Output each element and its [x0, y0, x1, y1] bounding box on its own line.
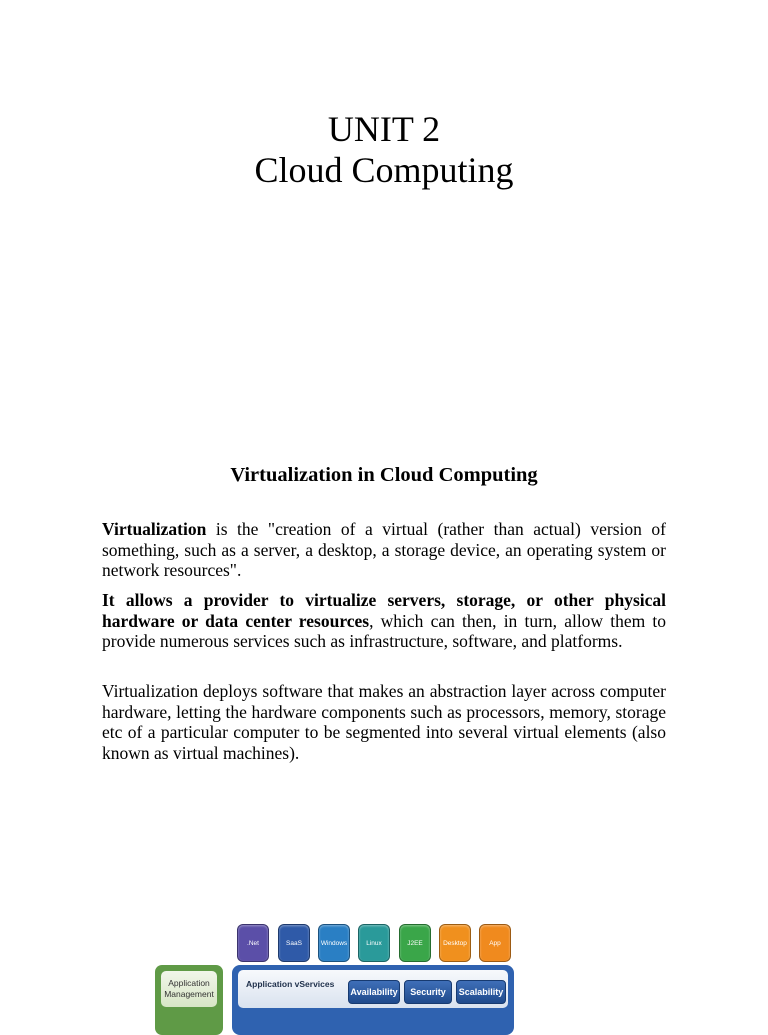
section-heading: Virtualization in Cloud Computing: [230, 464, 538, 486]
paragraph-2-text: , which can then, in turn, allow them to provide numerous services such as infrastructure, software, and platforms.: [102, 610, 666, 652]
paragraph-1: [102, 519, 666, 581]
chip-desktop: Desktop: [439, 924, 471, 962]
chip-app: App: [479, 924, 511, 962]
chip-windows: Windows: [318, 924, 350, 962]
application-management-box: [155, 965, 223, 1035]
paragraph-2: [102, 590, 666, 652]
chip-dotnet: .Net: [237, 924, 269, 962]
application-vservices-label: Application vServices: [246, 979, 335, 989]
paragraph-2-bold: It allows a provider to virtualize servers, storage, or other physical hardware or data center resources: [102, 590, 666, 631]
chip-j2ee: J2EE: [399, 924, 431, 962]
chip-saas: SaaS: [278, 924, 310, 962]
application-vservices-bar: [232, 965, 514, 1035]
course-title: Cloud Computing: [254, 150, 514, 190]
virtualization-diagram: [150, 918, 520, 1024]
application-vservices-panel: [238, 970, 508, 1008]
chip-linux: Linux: [358, 924, 390, 962]
unit-title: UNIT 2: [327, 109, 441, 149]
service-availability: Availability: [348, 980, 400, 1004]
paragraph-1-bold: Virtualization: [102, 519, 207, 539]
service-scalability: Scalability: [456, 980, 506, 1004]
application-management-label: Application Management: [161, 971, 217, 1007]
service-security: Security: [404, 980, 452, 1004]
paragraph-3: Virtualization deploys software that makes an abstraction layer across computer hardware, letting the hardware components such as processors, memory, storage etc of a particular computer to be segmented into several virtual elements (also known as virtual machines).: [102, 681, 666, 764]
paragraph-1-text: is the "creation of a virtual (rather than actual) version of something, such as a server, a desktop, a storage device, an operating system or network resources".: [102, 519, 666, 581]
